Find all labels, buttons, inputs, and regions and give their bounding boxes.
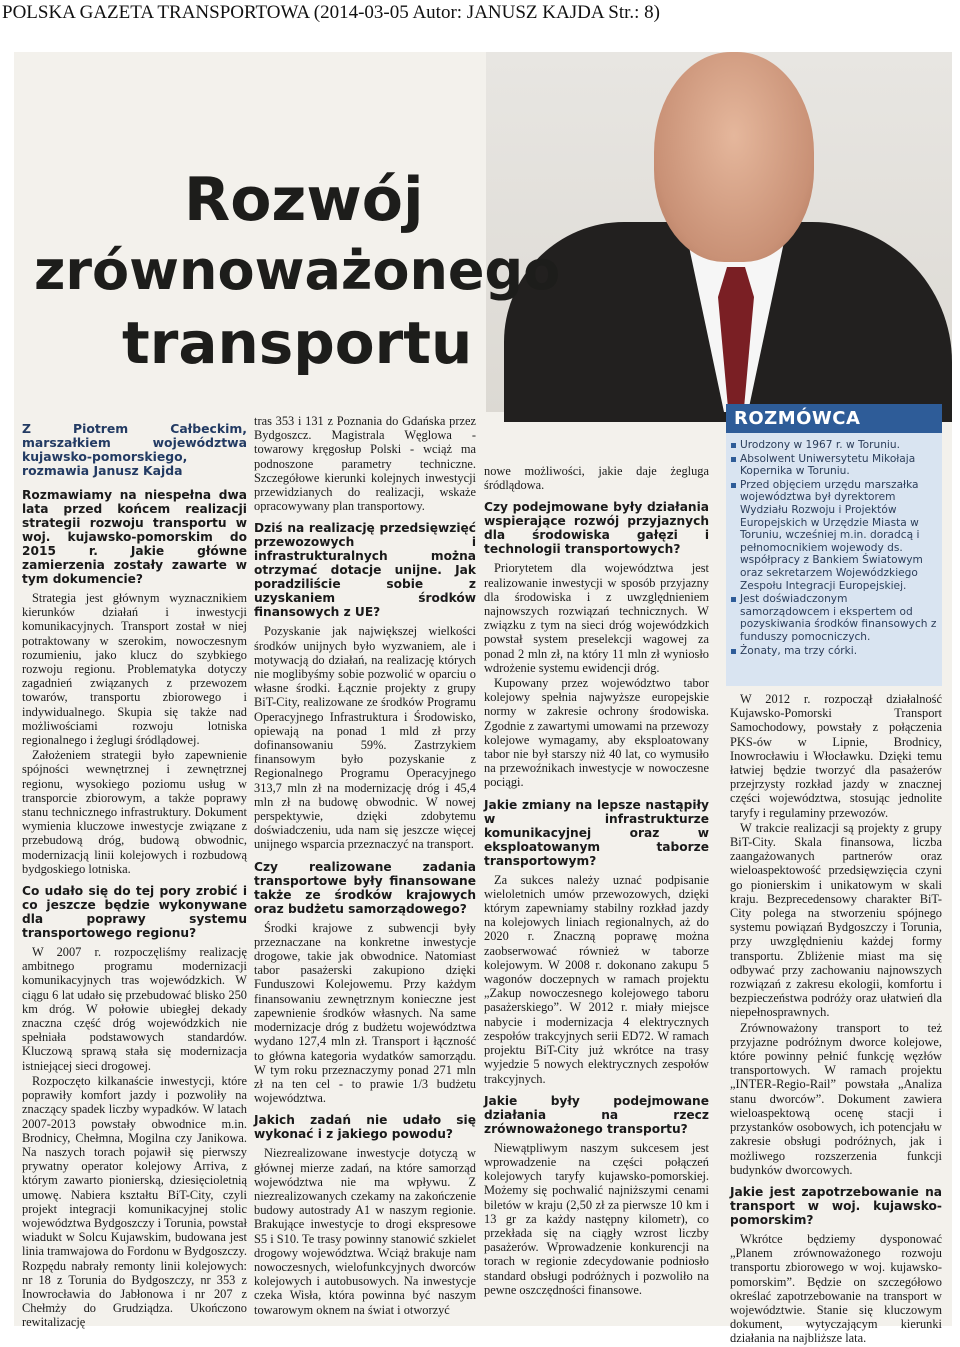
photo-head: [654, 52, 814, 262]
question: Czy realizowane zadania transportowe były finansowane także ze środków krajowych oraz budżetu samorządowego?: [254, 859, 476, 916]
headline-line-2: zrównoważonego: [34, 239, 561, 302]
paragraph: W trakcie realizacji są projekty z grupy BiT-City. Skala finansowa, liczba zaangażowanych partnerów oraz wieloaspektowość przedsięwzięcia czyni go pionierskim i unikatowym w skali kraju. Bezprecedensowy charakter BiT-City polega na stworzeniu spójnego systemu powiązań Bydgoszczy i Torunia, przy uwzględnieniu każdej formy transportu. Zbliżenie miast ma się odbywać przy zachowaniu najnowszych rozwiązań z zakresu ekologii, komfortu i bezpieczeństwa podróży oraz ułatwień dla niepełnosprawnych.: [730, 820, 942, 1020]
profile-list: [730, 439, 938, 657]
paragraph: W 2007 r. rozpoczęliśmy realizację ambitnego programu modernizacji komunikacyjnych tras wojewódzkich. W ciągu 6 lat udało się przebudować blisko 250 km dróg. W połowie ubiegłej dekady znaczna część dróg wojewódzkich nie spełniała podstawowych standardów. Kluczową sprawą stała się modernizacja istniejącej sieci drogowej.: [22, 945, 247, 1073]
question: Jakie zmiany na lepsze nastąpiły w infrastrukturze komunikacyjnej oraz w eksploatowanym taborze transportowym?: [484, 797, 709, 868]
paragraph: Niezrealizowane inwestycje dotyczą w głównej mierze zadań, na które samorząd województwa nie ma wpływu. Z niezrealizowanych czekamy na zakończenie budowy autostrady A1 w naszym regionie. Brakujące inwestycje to drogi ekspresowe S5 i S10. Te trasy powinny stanowić szkielet drogowy województwa. Wciąż brakuje nam nowoczesnych, wielofunkcyjnych dworców kolejowych i autobusowych. Na inwestycje czeka Wisła, która powinna być naszym towarowym oknem na świat i otworzyć: [254, 1146, 476, 1317]
paragraph: Strategia jest głównym wyznacznikiem kierunków działań i inwestycji komunikacyjnych. Transport został w niej potraktowany w szerokim, nowoczesnym rozumieniu, jako klucz do szybkiego rozwoju regionu. Problematyka dotyczy zagadnień związanych z przewozem towarów, transportu zbiorowego i indywidualnego. Skupia się także nad możliwościami rozwoju lotniska regionalnego i żeglugi śródlądowej.: [22, 591, 247, 748]
paragraph: Zrównoważony transport to też przyjazne podróżnym dworce kolejowe, które powinny pełnić funkcję węzłów transportowych. W ramach projektu „INTER-Regio-Rail” powstała „Analiza stanu dworców”. Dokument zawiera wieloaspektową ocenę stacji i przystanków osobowych, ich potencjału w zakresie obsługi podróżnych, jak i możliwego rozszerzenia funkcji budynków dworcowych.: [730, 1020, 942, 1177]
interviewee-photo: [486, 52, 952, 412]
paragraph: Wkrótce będziemy dysponować „Planem zrównoważonego rozwoju transportu zbiorowego w woj. kujawsko-pomorskim”. Będzie on szczegółowo określać zapotrzebowanie na transport w województwie. Stanie się kluczowym dokument, wytyczającym kierunki działania na najbliższe lata.: [730, 1231, 942, 1346]
headline-line-3: transportu: [122, 309, 473, 377]
page-caption: POLSKA GAZETA TRANSPORTOWA (2014-03-05 Autor: JANUSZ KAJDA Str.: 8): [2, 2, 660, 23]
question: Jakie jest zapotrzebowanie na transport w woj. kujawsko-pomorskim?: [730, 1184, 942, 1227]
article-scan: [14, 52, 952, 1346]
column-2: [254, 414, 476, 1318]
headline-line-1: Rozwój: [184, 165, 424, 235]
paragraph: W 2012 r. rozpoczął działalność Kujawsko-Pomorski Transport Samochodowy, powstały z połączenia PKS-ów w Lipnie, Brodnicy, Inowrocławiu i Włocławku. Dzięki temu łatwiej będzie tworzyć dla pasażerów przejrzysty rozkład jazdy w znacznej części województwa, stosując jednolite taryfy i regulaminy przewozów.: [730, 692, 942, 820]
paragraph: Za sukces należy uznać podpisanie wieloletnich umów przewozowych, dzięki którym zapewniamy stabilny rozkład jazdy na kolejowych liniach regionalnych, aż do 2020 r. Znaczną poprawę można zaobserwować również w taborze kolejowym. W 2008 r. dokonano zakupu 5 wagonów doczepnych w ramach projektu „Zakup nowoczesnego kolejowego taboru pasażerskiego”. W 2012 r. miały miejsce nabycie i modernizacja 4 elektrycznych zespołów trakcyjnych serii ED72. W ramach projektu BiT-City już wkrótce na trasy wyjedzie 5 nowych elektrycznych zespołów trakcyjnych.: [484, 872, 709, 1086]
question: Jakich zadań nie udało się wykonać i z jakiego powodu?: [254, 1113, 476, 1142]
profile-item: Jest doświadczonym samorządowcem i ekspertem od pozyskiwania środków finansowych z funduszy pomocniczych.: [730, 593, 938, 643]
paragraph: tras 353 i 131 z Poznania do Gdańska przez Bydgoszcz. Magistrala Węglowa - towarowy kręgosłup Polski - wciąż ma podnoszone parametry techniczne. Szczegółowe kierunki kolejnych inwestycji przewidzianych do realizacji, wskaże opracowywany plan transportowy.: [254, 414, 476, 514]
column-1: [22, 422, 247, 1331]
paragraph: Kupowany przez województwo tabor kolejowy spełnia najwyższe europejskie normy w zakresie ochrony środowiska. Zgodnie z zawartymi umowami na przewozy kolejowe wymagamy, aby eksploatowany tabor nie był starszy niż 40 lat, co wymusiło na przewoźnikach inwestycje w nowoczesne pociągi.: [484, 676, 709, 790]
paragraph: nowe możliwości, jakie daje żegluga śródlądowa.: [484, 464, 709, 493]
profile-item: Przed objęciem urzędu marszałka województwa był dyrektorem Wydziału Rozwoju i Projektów Europejskich w Urzędzie Miasta w Toruniu, wcześniej m.in. doradcą i pełnomocnikiem wojewody ds. współpracy z Bankiem Światowym oraz sekretarzem Wojewódzkiego Zespołu Integracji Europejskiej.: [730, 479, 938, 592]
paragraph: Priorytetem dla województwa jest realizowanie inwestycji w sposób przyjazny dla środowiska i z uwzględnieniem najnowszych rozwiązań technicznych. W związku z tym na sieci dróg wojewódzkich powstał system preselekcji wagowej za ponad 2 mln zł, na który 11 mln zł wyniosło wdrożenie systemu ewidencji dróg.: [484, 561, 709, 675]
question: Dziś na realizację przedsięwzięć przewozowych i infrastrukturalnych można otrzymać dotacje unijne. Jak poradziliście sobie z uzyskaniem środków finansowych z UE?: [254, 521, 476, 620]
question: Rozmawiamy na niespełna dwa lata przed końcem realizacji strategii rozwoju transportu w woj. kujawsko-pomorskim do 2015 r. Jakie główne zamierzenia zostały zawarte w tym dokumencie?: [22, 488, 247, 586]
profile-item: Urodzony w 1967 r. w Toruniu.: [730, 439, 938, 452]
column-4: [730, 692, 942, 1347]
question: Czy podejmowane były działania wspierające rozwój przyjaznych dla środowiska gałęzi i technologii transportowych?: [484, 500, 709, 557]
paragraph: Środki krajowe z subwencji były przeznaczane na konkretne inwestycje drogowe, takie jak obwodnice. Natomiast tabor pasażerski zakupiono dzięki Funduszowi Kolejowemu. Przy każdym finansowaniu zewnętrznym konieczne jest zapewnienie środków własnych. Na same modernizacje dróg z budżetu województwa wydano 127,4 mln zł. Transport i łączność to główna kategoria wydatków samorządu. W tym roku przeznaczymy ponad 271 mln zł na ten cel - to prawie 1/3 budżetu województwa.: [254, 920, 476, 1106]
profile-item: Absolwent Uniwersytetu Mikołaja Kopernika w Toruniu.: [730, 453, 938, 478]
paragraph: Założeniem strategii było zapewnienie spójności wewnętrznej i zewnętrznej regionu, wysokiego poziomu usług w transporcie zbiorowym, a także poprawy stanu technicznego infrastruktury. Dokument wymienia kluczowe inwestycje związane z przebudową dróg, budową obwodnic, modernizacją linii kolejowych i rozbudową bydgoskiego lotniska.: [22, 748, 247, 876]
interview-intro: Z Piotrem Całbeckim, marszałkiem województwa kujawsko-pomorskiego, rozmawia Janusz Kajda: [22, 421, 247, 478]
profile-item: Żonaty, ma trzy córki.: [730, 645, 938, 658]
paragraph: Pozyskanie jak największej wielkości środków unijnych było wyzwaniem, ale i motywacją do działań, na realizację których nie moglibyśmy sobie pozwolić w oparciu o własne środki. Łącznie projekty z grupy BiT-City, realizowane ze środków Programu Operacyjnego Infrastruktura i Środowisko, opiewają na ponad 1 mld zł przy dofinansowaniu 59%. Zastrzykiem finansowym było pozyskanie z Regionalnego Programu Operacyjnego 313,7 mln zł na modernizację dróg i 45,4 mln zł na budowę obwodnic. W nowej perspektywie, dzięki zdobytemu doświadczeniu, uda nam się jeszcze więcej unijnego wsparcia przeznaczyć na transport.: [254, 624, 476, 852]
profile-box-title: ROZMÓWCA: [726, 404, 942, 433]
paragraph: Rozpoczęto kilkanaście inwestycji, które poprawiły komfort jazdy i pozwoliły na znaczący spadek liczby wypadków. W latach 2007-2013 powstały obwodnice m.in. Brodnicy, Chełmna, Mogilna czy Janikowa. Na naszych torach pojawił się pierwszy prywatny operator kolejowy Arriva, z którym zawarto pionierską, dziesięcioletnią umowę. Nabiera kształtu BiT-City, czyli projekt integracji komunikacyjnej stolic województwa Bydgoszczy i Torunia, powstał wiadukt w Solcu Kujawskim, budowana jest linia tramwajowa do Fordonu w Bydgoszczy. Rozpędu nabrały remonty linii kolejowych: nr 18 z Torunia do Bydgoszczy, nr 353 z Inowrocławia do Jabłonowa i nr 207 z Chełmży do Grudziądza. Ukończono rewitalizację: [22, 1073, 247, 1330]
profile-box: [726, 404, 942, 686]
column-3: [484, 464, 709, 1298]
paragraph: Niewątpliwym naszym sukcesem jest wprowadzenie na części połączeń kolejowych taryfy kujawsko-pomorskiej. Możemy się pochwalić najniższymi cenami biletów w kraju (2,50 zł za pierwsze 10 km i 13 gr za każdy następny kilometr), co przekłada się na ciągły wzrost liczby pasażerów. Wprowadzenie konkurencji na torach w regionie zdecydowanie podniosło standard obsługi podróżnych i pozwoliło na pewne oszczędności finansowe.: [484, 1140, 709, 1297]
article-headline: [34, 165, 561, 377]
question: Jakie były podejmowane działania na rzecz zrównoważonego transportu?: [484, 1093, 709, 1136]
question: Co udało się do tej pory zrobić i co jeszcze będzie wykonywane dla poprawy systemu transportowego regionu?: [22, 884, 247, 941]
